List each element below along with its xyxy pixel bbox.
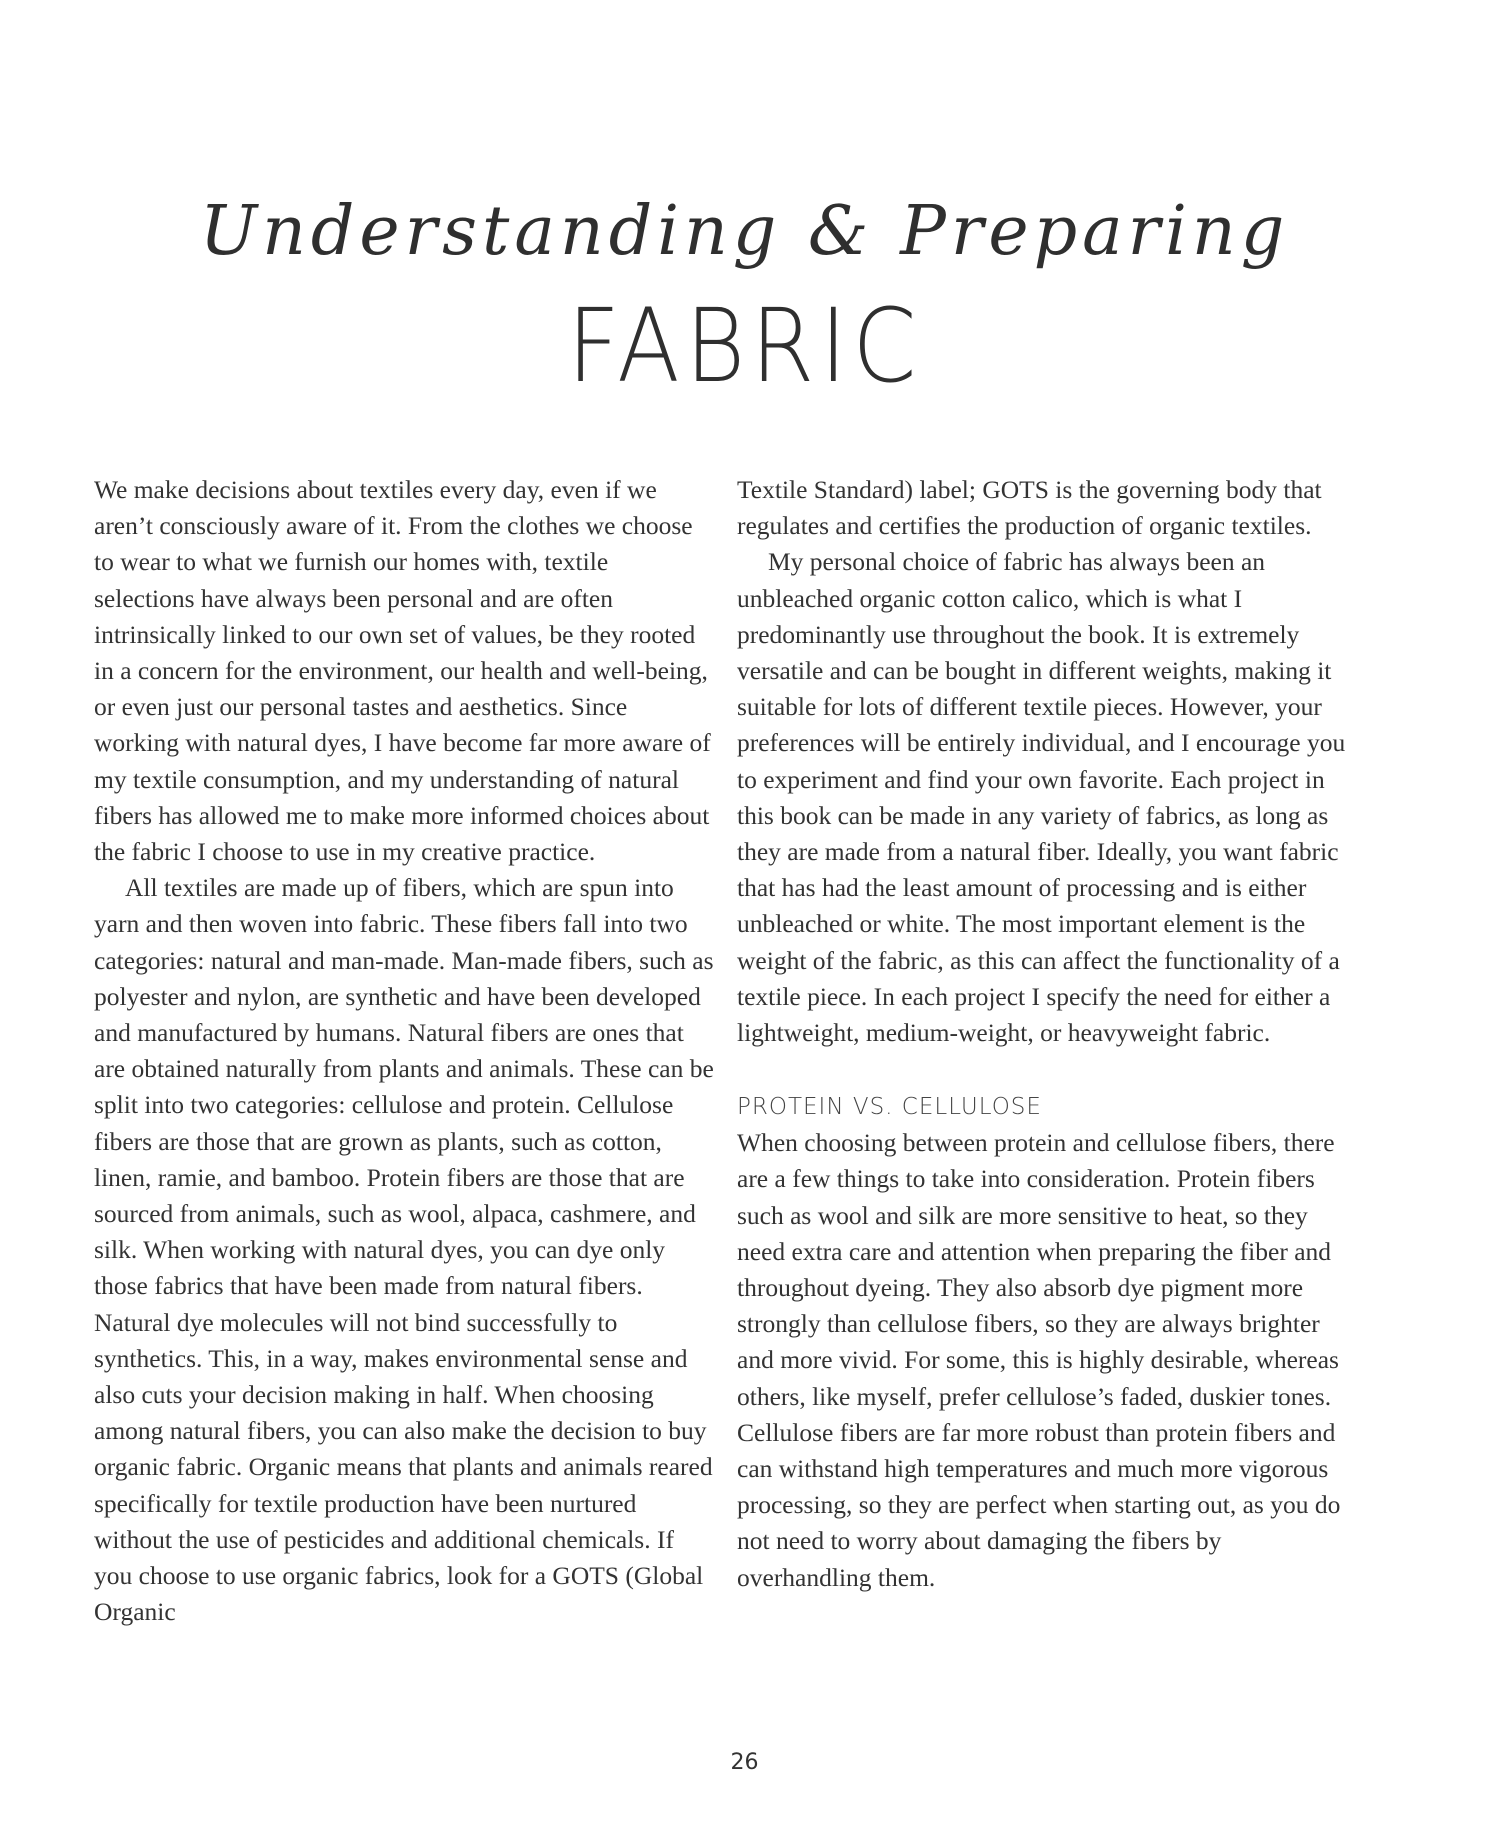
- right-paragraph-3: When choosing between protein and cellulose fibers, there are a few things to take into consideration. Protein fibers such as wool and silk are more sensitive to heat, so they need extra care and attention when preparing the fiber and throughout dyeing. They also absorb dye pigment more strongly than cellulose fibers, so they are always brighter and more vivid. For some, this is highly desirable, whereas others, like myself, prefer cellulose’s faded, duskier tones. Cellulose fibers are far more robust than protein fibers and can withstand high temperatures and much more vigorous processing, so they are perfect when starting out, as you do not need to worry about damaging the fibers by overhandling them.: [737, 1128, 1341, 1592]
- right-paragraph-1: Textile Standard) label; GOTS is the governing body that regulates and certifies the production of organic textiles.: [737, 475, 1322, 541]
- page-number: 26: [730, 1750, 759, 1775]
- left-column: [94, 472, 714, 1631]
- section-subheading: PROTEIN VS. CELLULOSE: [737, 1094, 1042, 1121]
- left-paragraph-2: All textiles are made up of fibers, which are spun into yarn and then woven into fabric. These fibers fall into two categories: natural and man-made. Man-made fibers, such as polyester and nylon, are synthetic and have been developed and manufactured by humans. Natural fibers are ones that are obtained naturally from plants and animals. These can be split into two categories: cellulose and protein. Cellulose fibers are those that are grown as plants, such as cotton, linen, ramie, and bamboo. Protein fibers are those that are sourced from animals, such as wool, alpaca, cashmere, and silk. When working with natural dyes, you can dye only those fabrics that have been made from natural fibers. Natural dye molecules will not bind successfully to synthetics. This, in a way, makes environmental sense and also cuts your decision making in half. When choosing among natural fibers, you can also make the decision to buy organic fabric. Organic means that plants and animals reared specifically for textile production have been nurtured without the use of pesticides and additional chemicals. If you choose to use organic fabrics, look for a GOTS (Global Organic: [94, 873, 714, 1627]
- right-column: [737, 472, 1357, 1596]
- left-paragraph-1: We make decisions about textiles every day, even if we aren’t consciously aware of it. From the clothes we choose to wear to what we furnish our homes with, textile selections have always been personal and are often intrinsically linked to our own set of values, be they rooted in a concern for the environment, our health and well-being, or even just our personal tastes and aesthetics. Since working with natural dyes, I have become far more aware of my textile consumption, and my understanding of natural fibers has allowed me to make more informed choices about the fabric I choose to use in my creative practice.: [94, 475, 711, 867]
- page-title-line1: Understanding & Preparing: [199, 192, 1290, 271]
- right-paragraph-2: My personal choice of fabric has always been an unbleached organic cotton calico, which is what I predominantly use throughout the book. It is extremely versatile and can be bought in different weights, making it suitable for lots of different textile pieces. However, your preferences will be entirely individual, and I encourage you to experiment and find your own favorite. Each project in this book can be made in any variety of fabrics, as long as they are made from a natural fiber. Ideally, you want fabric that has had the least amount of processing and is either unbleached or white. The most important element is the weight of the fabric, as this can affect the functionality of a textile piece. In each project I specify the need for either a lightweight, medium-weight, or heavyweight fabric.: [737, 547, 1346, 1048]
- page-title-line2: FABRIC: [567, 287, 922, 406]
